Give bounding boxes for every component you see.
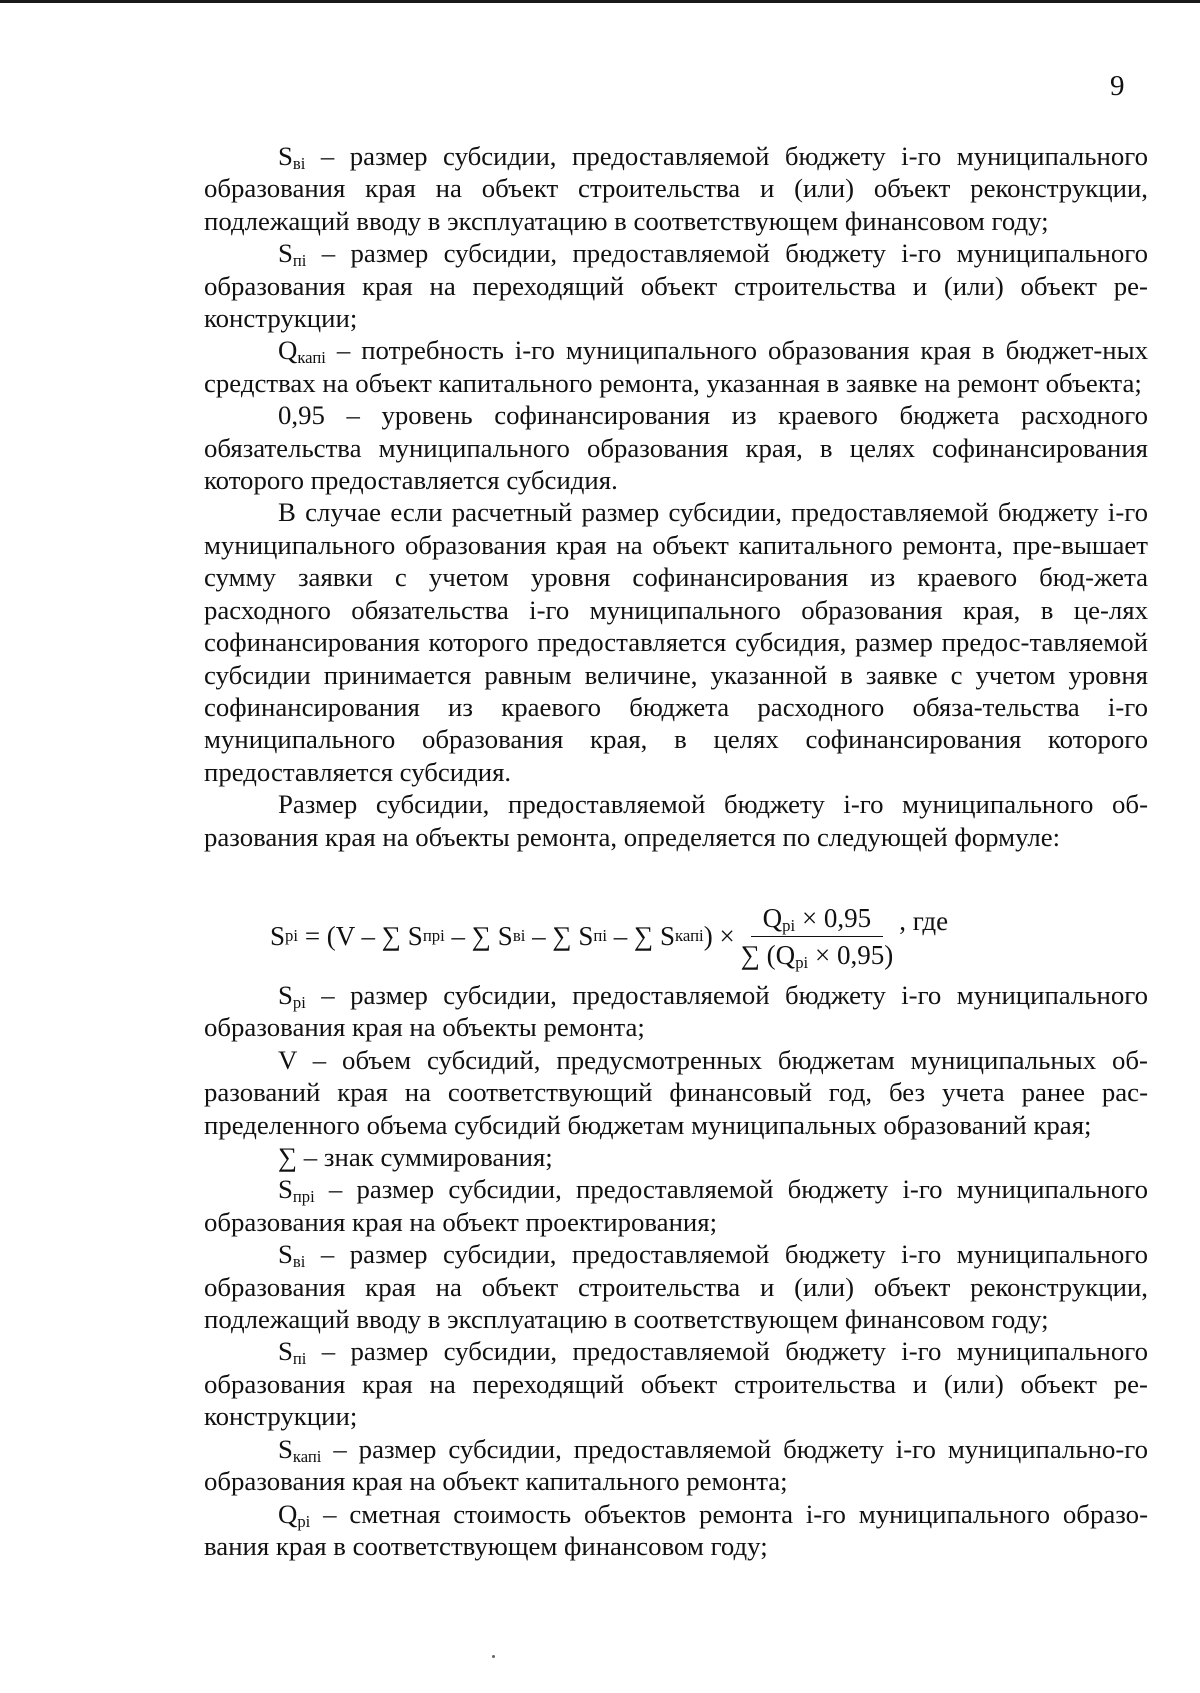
paragraph-cofinancing-level: 0,95 – уровень софинансирования из краевого бюджета расходного обязательства муниципального образования края, в целях софинансирования которого предоставляется субсидия.	[204, 400, 1148, 496]
page-number: 9	[1110, 70, 1125, 102]
paragraph-v-def: V – объем субсидий, предусмотренных бюджетам муниципальных об-разований края на соответствующий финансовый год, без учета ранее рас-пределенного объема субсидий бюджетам муниципальных образований края;	[204, 1044, 1148, 1140]
paragraph-formula-intro: Размер субсидии, предоставляемой бюджету i-го муниципального об-разования края на объекты ремонта, определяется по следующей формуле:	[204, 789, 1148, 852]
paragraph-sum-sign-def: ∑ – знак суммирования;	[278, 1142, 553, 1173]
paragraph-exceeding-case: В случае если расчетный размер субсидии, предоставляемой бюджету i-го муниципального образования края на объект капитального ремонта, пре-вышает сумму заявки с учетом уровня софинансирования из краевого бюд-жета расходного обязательства i-го муниципального образования края, в це-лях софинансирования которого предоставляется субсидия, размер предос-тавляемой субсидии принимается равным величине, указанной в заявке с учетом уровня софинансирования из краевого бюджета расходного обяза-тельства i-го муниципального образования края, в целях софинансирования которого предоставляется субсидия.	[204, 497, 1148, 787]
lower-text-block	[204, 979, 1148, 1562]
paragraph-s-pri-def: $S_{прi}$ – размер субсидии, предоставляемой бюджету i-го муниципального образования края на объект проектирования;	[204, 1174, 1148, 1237]
subsidy-formula: S pi = (V – ∑ S прi – ∑ S вi – ∑ S пi – ∑ S капi ) × $\frac{Q_{pi} \times 0,95}{\sum (Q_{pi} \times 0,95)}$ , где	[270, 902, 949, 972]
paragraph-q-pi-def: $Q_{pi}$ – сметная стоимость объектов ремонта i-го муниципального образо-вания края в соответствующем финансовом году;	[204, 1498, 1148, 1561]
scan-speck	[492, 1655, 495, 1658]
paragraph-s-vi-def-2: $S_{вi}$ – размер субсидии, предоставляемой бюджету i-го муниципального образования края на объект строительства и (или) объект реконструкции, подлежащий вводу в эксплуатацию в соответствующем финансовом году;	[204, 1239, 1148, 1335]
paragraph-s-vi-def: $S_{вi}$ – размер субсидии, предоставляемой бюджету i-го муниципального образования края на объект строительства и (или) объект реконструкции, подлежащий вводу в эксплуатацию в соответствующем финансовом году;	[204, 141, 1148, 236]
paragraph-q-kapi-def: $Q_{капi}$ – потребность i-го муниципального образования края в бюджет-ных средствах на объект капитального ремонта, указанная в заявке на ремонт объекта;	[204, 335, 1148, 398]
paragraph-s-pi-def-2: $S_{пi}$ – размер субсидии, предоставляемой бюджету i-го муниципального образования края на переходящий объект строительства и (или) объект ре-конструкции;	[204, 1336, 1148, 1432]
formula-fraction	[741, 902, 894, 971]
upper-text-block	[204, 140, 1148, 853]
paragraph-s-kapi-def: $S_{капi}$ – размер субсидии, предоставляемой бюджету i-го муниципально-го образования края на объект капитального ремонта;	[204, 1433, 1148, 1497]
paragraph-s-pi-def: $S_{пi}$ – размер субсидии, предоставляемой бюджету i-го муниципального образования края на переходящий объект строительства и (или) объект ре-конструкции;	[204, 238, 1148, 334]
fraction-denominator: ∑ $(Q_{pi} \times 0,95)$	[740, 939, 894, 972]
paragraph-s-pi-ремонт-def: $S_{pi}$ – размер субсидии, предоставляемой бюджету i-го муниципального образования края на объекты ремонта;	[204, 980, 1148, 1043]
top-border-line	[0, 0, 1200, 3]
fraction-numerator: $Q_{pi} \times 0,95$	[751, 902, 884, 937]
